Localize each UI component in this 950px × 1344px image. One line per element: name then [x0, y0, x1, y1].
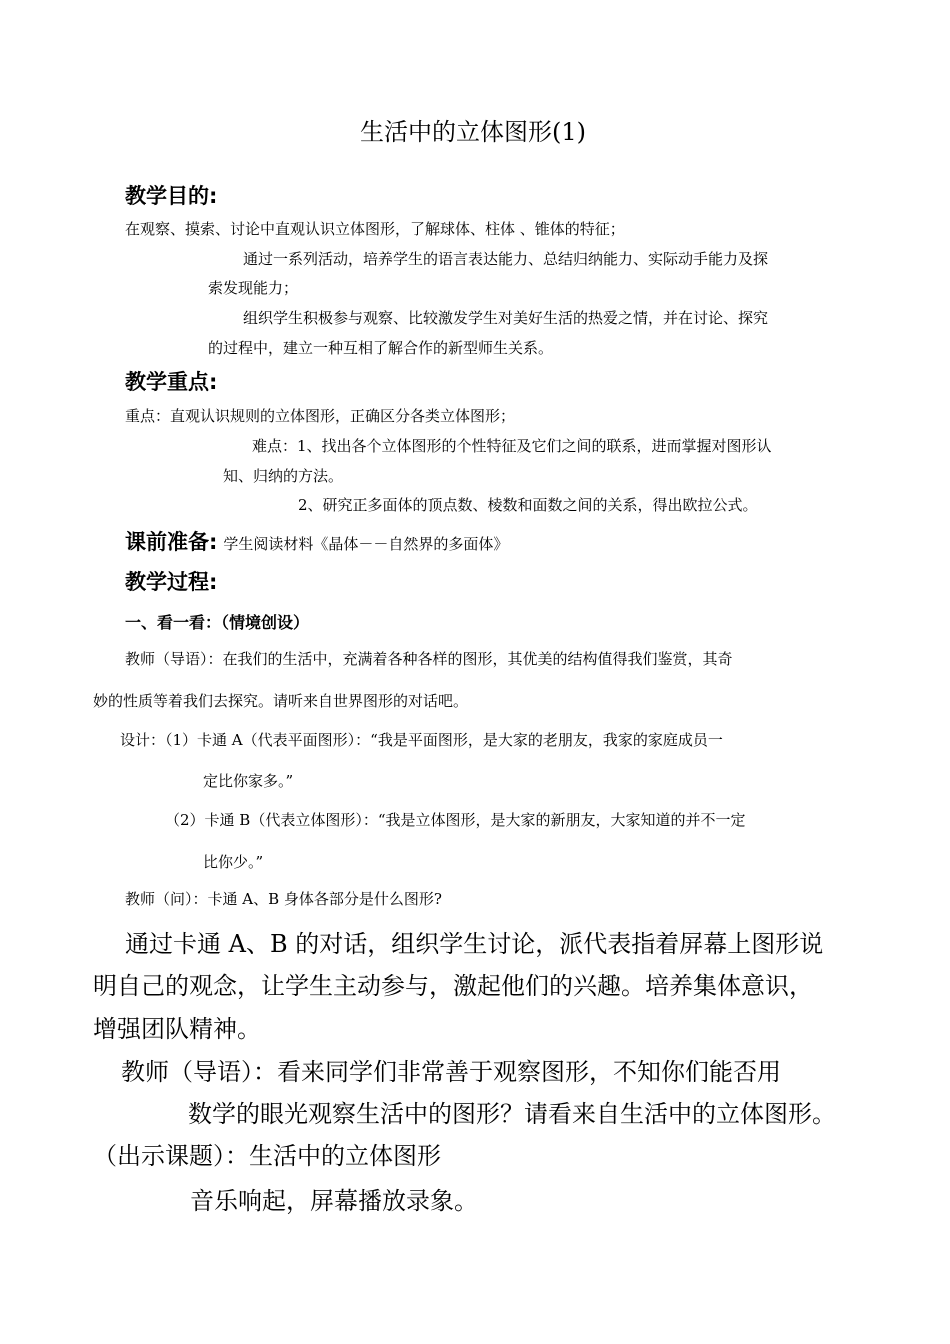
paragraph-5c: 增强团队精神。: [93, 1015, 261, 1043]
paragraph-1b: 妙的性质等着我们去探究。请听来自世界图形的对话吧。: [93, 692, 469, 710]
paragraph-1a: 教师（导语）：在我们的生活中，充满着各种各样的图形，其优美的结构值得我们鉴赏，其奇: [125, 650, 733, 668]
process-heading: 教学过程:: [125, 570, 218, 594]
objectives-line-3b: 的过程中，建立一种互相了解合作的新型师生关系。: [208, 339, 554, 357]
paragraph-6c: （出示课题）：生活中的立体图形: [93, 1142, 441, 1170]
objectives-line-1: 在观察、摸索、讨论中直观认识立体图形，了解球体、柱体 、锥体的特征；: [125, 220, 625, 238]
paragraph-3a: （2）卡通 B（代表立体图形）：“我是立体图形，是大家的新朋友，大家知道的并不一定: [165, 811, 746, 829]
paragraph-3b: 比你少。”: [203, 853, 264, 871]
paragraph-5a: 通过卡通 A、B 的对话，组织学生讨论，派代表指着屏幕上图形说: [125, 930, 824, 958]
key-points-line-3: 2、研究正多面体的顶点数、棱数和面数之间的关系，得出欧拉公式。: [298, 496, 758, 514]
objectives-heading: 教学目的:: [125, 184, 218, 208]
paragraph-4: 教师（问）：卡通 A、B 身体各部分是什么图形?: [125, 890, 442, 908]
key-points-line-2b: 知、归纳的方法。: [223, 467, 344, 485]
preparation-heading: 课前准备:: [125, 530, 218, 554]
objectives-line-3a: 组织学生积极参与观察、比较激发学生对美好生活的热爱之情，并在讨论、探究: [243, 309, 769, 327]
paragraph-6b: 数学的眼光观察生活中的图形？请看来自生活中的立体图形。: [188, 1100, 836, 1128]
preparation-row: [125, 526, 508, 556]
paragraph-2a: 设计：（1）卡通 A（代表平面图形）：“我是平面图形，是大家的老朋友，我家的家庭成员一: [120, 731, 723, 749]
key-points-heading: 教学重点:: [125, 370, 218, 394]
paragraph-5b: 明自己的观念，让学生主动参与，激起他们的兴趣。培养集体意识，: [93, 972, 813, 1000]
paragraph-2b: 定比你家多。”: [203, 772, 294, 790]
document-title: 生活中的立体图形(1): [360, 118, 586, 146]
key-points-line-1: 重点：直观认识规则的立体图形，正确区分各类立体图形；: [125, 407, 516, 425]
paragraph-7: 音乐响起，屏幕播放录象。: [190, 1187, 478, 1215]
objectives-line-2b: 索发现能力；: [208, 279, 299, 297]
section-1-title: 一、看一看：（情境创设）: [125, 613, 310, 632]
key-points-line-2a: 难点：1、找出各个立体图形的个性特征及它们之间的联系，进而掌握对图形认: [252, 437, 772, 455]
objectives-line-2a: 通过一系列活动，培养学生的语言表达能力、总结归纳能力、实际动手能力及探: [243, 250, 769, 268]
paragraph-6a: 教师（导语）：看来同学们非常善于观察图形，不知你们能否用: [121, 1058, 781, 1086]
preparation-text: 学生阅读材料《晶体－－自然界的多面体》: [223, 535, 509, 553]
